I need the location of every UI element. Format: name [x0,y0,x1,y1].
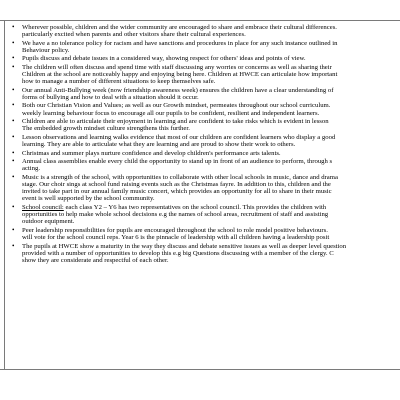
table-left-border [4,21,5,369]
bullet-line: particularly excited when parents and other visitors share their cultural experiences. [22,31,246,39]
bullet-line: • School council: each class Y2 – Y6 has two representatives on the school council. This provides the children with [22,203,327,211]
bullet-line: learning. They are able to articulate what they are learning and are proud to show their work to others. [22,141,296,149]
bullet-item [12,64,400,86]
bullet-line: how to manage a number of different situations to keep themselves safe. [22,78,216,86]
bullet-line: • We have a no tolerance policy for racism and have sanctions and procedures in place for any such instance outlined in [22,39,338,47]
bullet-item [12,102,400,117]
bullet-item [12,227,400,242]
bullet-line: • Music is a strength of the school, with opportunities to collaborate with other local schools in music, dance and drama [22,173,338,181]
bullet-line: • Annual class assemblies enable every child the opportunity to stand up in front of an audience to perform, through s [22,157,333,165]
bullet-item [12,243,400,265]
bullet-line: • Pupils discuss and debate issues in a considered way, showing respect for others' ideas and points of view. [22,55,306,63]
bullet-line: • Wherever possible, children and the wider community are encouraged to share and embrace their cultural differences. [22,24,337,31]
bullet-line: weekly learning behaviour focus to encourage all our pupils to be confident, resilient and independent learners. [22,109,320,117]
bullet-line: • The children will often discuss and spend time with staff discussing any worries or concerns as well as sharing their [22,63,332,71]
bullet-line: acting. [22,165,41,173]
bullet-line: • Christmas and summer plays nurture confidence and develop children's performance arts talents. [22,149,281,157]
bullet-item [12,174,400,203]
bullet-line: forms of bullying and how to deal with a situation should it occur. [22,94,199,102]
bullet-line: • Children are able to articulate their enjoyment in learning and are confident to take risks which is evident in lesson [22,118,329,126]
bullet-item [12,40,400,55]
bullet-line: provided with a number of opportunities to develop this e.g big Questions discussing with a member of the clergy. C [22,249,334,257]
bullet-line: event is well supported by the school community. [22,195,155,203]
school-council-heading: School council: [22,203,64,211]
bullet-line: • The pupils at HWCE show a maturity in the way they discuss and debate sensitive issues as well as deeper level question [22,242,347,250]
bullet-line: outdoor equipment. [22,218,75,226]
bullet-line: • Lesson observations and learning walks evidence that most of our children are confident learners who display a good [22,133,336,141]
bullet-line: stage. Our choir sings at school fund raising events such as the Christmas fayre. In addition to this, children and the [22,180,331,188]
bullet-line: The embedded growth mindset culture strengthens this further. [22,125,190,133]
bullet-item [12,158,400,173]
bullet-item [12,24,400,39]
bullet-line: • Both our Christian Vision and Values; as well as our Growth mindset, permeates throughout our school curriculum. [22,102,331,110]
document-page [0,20,400,370]
bullet-item [12,150,400,157]
bullet-item [12,134,400,149]
bullet-line: will vote for the school council reps. Year 6 is the pinnacle of leadership with all children having a leadership posit [22,234,330,242]
bullet-line: show they are considerate and respectful of each other. [22,257,169,265]
bullet-item [12,87,400,102]
bullet-line: • Peer leadership responsibilities for pupils are encouraged throughout the school to role model positive behaviours. [22,226,328,234]
bullet-line: opportunities to help make whole school decisions e.g the names of school areas, recruitment of staff and assisting [22,211,329,219]
bullet-list [12,24,400,266]
bullet-item [12,204,400,226]
bullet-item [12,55,400,62]
bullet-item [12,118,400,133]
bullet-line: invited to take part in our annual family music concert, which provides an opportunity for all to share in their music [22,188,332,196]
bullet-line: Behaviour policy. [22,46,70,54]
bullet-line: • Our annual Anti-Bullying week (now friendship awareness week) ensures the children have a clear understanding of [22,86,334,94]
bullet-line: Children at the school are noticeably happy and enjoying being here. Children at HWCE can articulate how important [22,71,338,79]
